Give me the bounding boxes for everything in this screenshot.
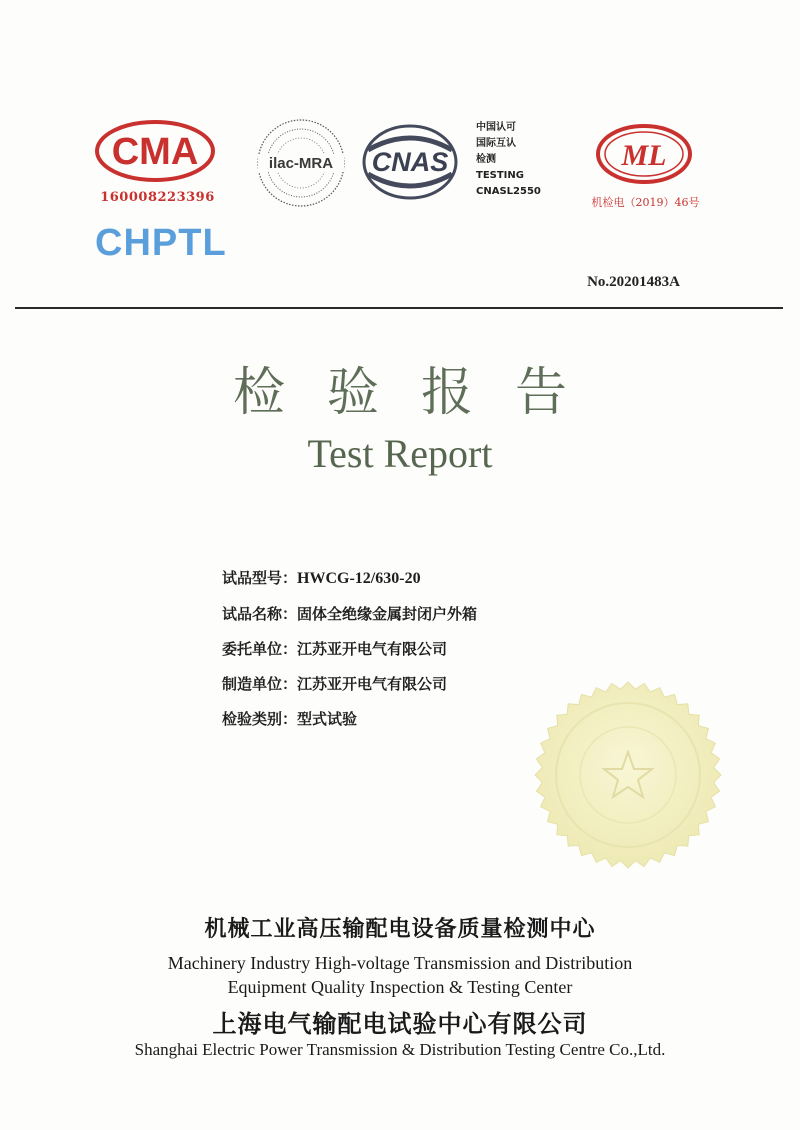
cnas-line: 中国认可 xyxy=(476,122,516,133)
company-name-cn: 上海电气输配电试验中心有限公司 xyxy=(212,1010,588,1038)
field-label: 委托单位： xyxy=(222,640,298,658)
ilac-mra-text: ilac-MRA xyxy=(268,155,334,172)
ilac-mra-logo xyxy=(256,118,346,208)
field-label: 检验类别： xyxy=(222,710,298,728)
field-label: 试品型号： xyxy=(222,569,298,587)
field-value: 江苏亚开电气有限公司 xyxy=(297,675,448,693)
cnas-mark: CNAS xyxy=(371,147,449,177)
testing-center-name-en-line1: Machinery Industry High-voltage Transmission and Distribution xyxy=(167,953,633,973)
field-client xyxy=(222,638,447,659)
ml-logo xyxy=(595,123,693,185)
field-value: HWCG-12/630-20 xyxy=(297,570,421,587)
field-model xyxy=(222,567,421,588)
ml-cert-number: 机检电（2019）46号 xyxy=(591,196,700,209)
cnas-logo xyxy=(360,122,460,202)
cnas-accreditation-text xyxy=(476,120,541,200)
cnas-line: CNASL2550 xyxy=(476,186,541,197)
field-value: 江苏亚开电气有限公司 xyxy=(297,640,448,658)
field-label: 试品名称： xyxy=(222,605,298,623)
embossed-seal xyxy=(530,680,726,870)
title-chinese: 检验报告 xyxy=(232,363,609,423)
report-number: No.20201483A xyxy=(587,274,680,290)
field-label: 制造单位： xyxy=(222,675,298,693)
cnas-line: 国际互认 xyxy=(476,138,516,149)
cma-mark: CMA xyxy=(111,131,199,173)
field-value: 固体全绝缘金属封闭户外箱 xyxy=(297,605,478,623)
ml-mark: ML xyxy=(621,139,667,172)
chptl-logo: CHPTL xyxy=(95,222,227,264)
header-divider xyxy=(15,307,783,309)
title-english: Test Report xyxy=(307,431,493,476)
field-product-name xyxy=(222,603,477,624)
testing-center-name-en-line2: Equipment Quality Inspection & Testing Center xyxy=(227,977,573,997)
field-manufacturer xyxy=(222,673,447,694)
cnas-line: 检测 xyxy=(476,154,496,165)
testing-center-name-cn: 机械工业高压输配电设备质量检测中心 xyxy=(204,917,596,942)
cma-logo xyxy=(95,120,215,182)
field-test-type xyxy=(222,708,357,729)
field-value: 型式试验 xyxy=(297,710,358,728)
seal-edge xyxy=(535,682,721,868)
cnas-line: TESTING xyxy=(476,170,524,181)
cma-number: 160008223396 xyxy=(100,190,215,205)
company-name-en: Shanghai Electric Power Transmission & Distribution Testing Centre Co.,Ltd. xyxy=(134,1040,666,1059)
